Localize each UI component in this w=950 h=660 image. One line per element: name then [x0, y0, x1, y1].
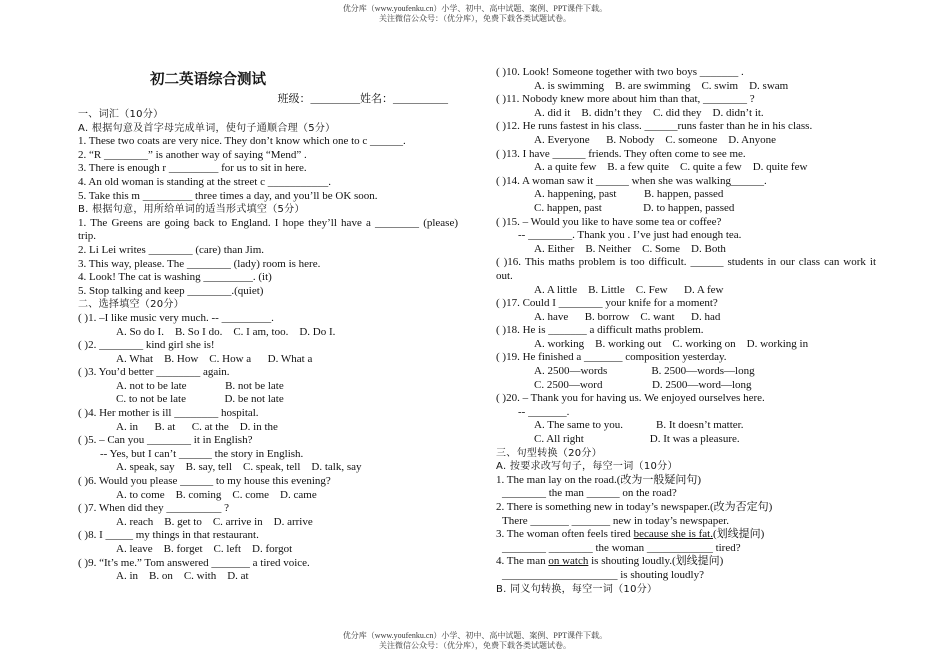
- text-line: [78, 434, 458, 448]
- text-line: [496, 120, 876, 134]
- text-line: [78, 570, 458, 584]
- text-line-content: ( )9. “It’s me.” Tom answered _______ a tired voice.: [78, 556, 310, 569]
- page-header: [0, 4, 950, 24]
- text-line-content: -- _______.: [518, 405, 570, 418]
- text-line: [496, 202, 876, 216]
- text-line-content: A. happening, past B. happen, passed: [534, 188, 724, 201]
- text-line: [496, 148, 876, 162]
- header-line-1: 优分库（www.youfenku.cn）小学、初中、高中试题、案例、PPT课件下载。: [342, 4, 608, 13]
- text-line: [496, 460, 876, 474]
- text-line: [78, 516, 458, 530]
- text-line-content: 一、词汇（10分）: [78, 109, 164, 120]
- right-column-body: [496, 66, 876, 596]
- text-line: [496, 256, 876, 283]
- text-line: [78, 258, 458, 272]
- page-title: 初二英语综合测试: [150, 72, 266, 88]
- text-line: [78, 190, 458, 204]
- text-line-content: ( )7. When did they __________ ?: [78, 502, 230, 515]
- text-line-content: ( )17. Could I ________ your knife for a moment?: [496, 297, 718, 310]
- text-line: [496, 324, 876, 338]
- text-line-content: 3. This way, please. The ________ (lady) room is here.: [78, 257, 321, 270]
- text-line-content: A. 根据句意及首字母完成单词，使句子通顺合理（5分）: [78, 122, 336, 134]
- text-line: [496, 229, 876, 243]
- text-line-content: 3. There is enough r _________ for us to sit in here.: [78, 162, 307, 175]
- text-line-content: ( )3. You’d better ________ again.: [78, 366, 230, 379]
- text-line-content: A. leave B. forget C. left D. forgot: [116, 543, 293, 555]
- text-line: [78, 176, 458, 190]
- text-line-content: A. reach B. get to C. arrive in D. arrive: [116, 515, 313, 528]
- text-line: [78, 448, 458, 462]
- text-line: [78, 407, 458, 421]
- text-line-content: A. The same to you. B. It doesn’t matter.: [534, 419, 744, 432]
- text-line-content: 4. The man: [496, 555, 549, 568]
- text-line-content: ( )6. Would you please ______ to my house this evening?: [78, 475, 331, 488]
- text-line: [496, 447, 876, 461]
- text-line-content: A. not to be late B. not be late: [116, 379, 284, 392]
- text-line: [78, 135, 458, 149]
- footer-line-1: 优分库（www.youfenku.cn）小学、初中、高中试题、案例、PPT课件下载。: [342, 631, 608, 640]
- text-line: [496, 216, 876, 230]
- text-line-content: ( )14. A woman saw it ______ when she was walking______.: [496, 174, 767, 187]
- text-line: [78, 489, 458, 503]
- text-line: [78, 543, 458, 557]
- text-line-content: 4. An old woman is standing at the street c ___________.: [78, 175, 331, 188]
- text-line: [78, 312, 458, 326]
- text-line-content: -- ________. Thank you . I’ve just had enough tea.: [518, 229, 742, 242]
- text-line: [78, 421, 458, 435]
- text-line: [78, 353, 458, 367]
- text-line: [496, 569, 876, 583]
- text-line: [496, 515, 876, 529]
- text-line-content: 2. Li Lei writes ________ (care) than Jim.: [78, 243, 265, 256]
- text-line: [496, 419, 876, 433]
- text-line: [496, 107, 876, 121]
- text-line-suffix: (划线提问): [712, 528, 765, 541]
- text-line: [496, 80, 876, 94]
- text-line-content: A. in B. at C. at the D. in the: [116, 420, 278, 433]
- text-line: [496, 311, 876, 325]
- text-line: [496, 379, 876, 393]
- text-line: [78, 271, 458, 285]
- text-line-content: ________ the man ______ on the road?: [502, 487, 677, 500]
- text-line: [78, 162, 458, 176]
- text-line-content: 2. “R ________” is another way of saying “Mend” .: [78, 148, 307, 161]
- page-footer: [0, 631, 950, 651]
- text-line-content: 5. Take this m _________ three times a day, and you’ll be OK soon.: [78, 189, 378, 202]
- text-line-content: 三、句型转换（20分）: [496, 447, 603, 459]
- left-column: [78, 66, 458, 584]
- text-line-content: 1. The man lay on the road.(改为一般疑问句): [496, 473, 702, 486]
- text-line-content: -- Yes, but I can’t ______ the story in English.: [100, 447, 304, 460]
- text-line-content: ( )5. – Can you ________ it in English?: [78, 434, 253, 447]
- text-line: [496, 134, 876, 148]
- text-line-content: ( )11. Nobody knew more about him than that, ________ ?: [496, 93, 755, 106]
- text-line-content: ( )20. – Thank you for having us. We enjoyed ourselves here.: [496, 392, 765, 405]
- text-line-content: C. 2500—word D. 2500—word—long: [534, 378, 752, 391]
- text-line-content: A. So do I. B. So I do. C. I am, too. D. Do I.: [116, 325, 336, 338]
- text-line: [496, 351, 876, 365]
- text-line: [496, 284, 876, 298]
- text-line: [78, 475, 458, 489]
- text-line: [496, 175, 876, 189]
- text-line: [78, 461, 458, 475]
- text-line: [496, 487, 876, 501]
- text-line-suffix: is shouting loudly.(划线提问): [588, 555, 724, 568]
- text-line: [78, 217, 458, 244]
- text-line: [496, 66, 876, 80]
- text-line-content: A. a quite few B. a few quite C. quite a few D. quite few: [534, 161, 808, 174]
- text-line-content: ________ ________ the woman ____________ tired?: [502, 541, 741, 554]
- text-line-content: A. did it B. didn’t they C. did they D. didn’t it.: [534, 106, 764, 119]
- text-line: [496, 528, 876, 542]
- text-line: [496, 555, 876, 569]
- footer-line-2: 关注微信公众号：（优分库），免费下载各类试题试卷。: [379, 641, 571, 650]
- text-line: [496, 501, 876, 515]
- text-line: [78, 557, 458, 571]
- text-line-content: C. All right D. It was a pleasure.: [534, 433, 740, 446]
- text-line-content: ( )19. He finished a _______ composition yesterday.: [496, 351, 727, 364]
- text-line: [78, 244, 458, 258]
- class-name-line: 班级：_________姓名：__________: [277, 93, 448, 105]
- text-line: [496, 338, 876, 352]
- text-line: [496, 297, 876, 311]
- underlined-text: on watch: [548, 555, 589, 568]
- text-line-content: ( )4. Her mother is ill ________ hospital.: [78, 407, 259, 420]
- text-line: [78, 108, 458, 122]
- text-line-content: There _______ _______ new in today’s newspaper.: [502, 514, 729, 527]
- text-line-content: 5. Stop talking and keep ________.(quiet): [78, 284, 264, 297]
- text-line: [496, 161, 876, 175]
- text-line: [496, 188, 876, 202]
- text-line: [496, 583, 876, 597]
- text-line-content: C. happen, past D. to happen, passed: [534, 201, 735, 214]
- text-line: [78, 285, 458, 299]
- header-line-2: 关注微信公众号：（优分库），免费下载各类试题试卷。: [379, 14, 571, 23]
- text-line-content: 4. Look! The cat is washing _________. (it): [78, 271, 272, 284]
- text-line-content: 1. These two coats are very nice. They don’t know which one to c ______.: [78, 135, 406, 148]
- text-line-content: 1. The Greens are going back to England. I hope they’ll have a ________ (please) trip.: [78, 216, 458, 243]
- text-line-content: A. A little B. Little C. Few D. A few: [534, 283, 724, 296]
- text-line-content: A. Everyone B. Nobody C. someone D. Anyone: [534, 133, 776, 146]
- text-line-content: A. to come B. coming C. come D. came: [116, 488, 317, 501]
- text-line-content: B. 同义句转换，每空一词（10分）: [496, 583, 658, 595]
- text-line-content: C. to not be late D. be not late: [116, 393, 284, 406]
- text-line: [496, 474, 876, 488]
- text-line-content: A. is swimming B. are swimming C. swim D. swam: [534, 79, 789, 92]
- text-line-content: A. working B. working out C. working on D. working in: [534, 337, 809, 350]
- text-line-content: ( )12. He runs fastest in his class. ______runs faster than he in his class.: [496, 120, 813, 133]
- text-line-content: ( )13. I have ______ friends. They often come to see me.: [496, 147, 746, 160]
- left-column-body: [78, 108, 458, 584]
- text-line: [78, 149, 458, 163]
- right-column: [496, 66, 876, 596]
- text-line-content: ( )1. –I like music very much. -- _________.: [78, 311, 274, 324]
- text-line-content: 3. The woman often feels tired: [496, 528, 634, 541]
- text-line: [78, 122, 458, 136]
- text-line-content: 2. There is something new in today’s newspaper.(改为否定句): [496, 501, 773, 513]
- text-line-content: ( )15. – Would you like to have some tea or coffee?: [496, 215, 722, 228]
- text-line: [496, 93, 876, 107]
- text-line: [496, 365, 876, 379]
- text-line-content: A. have B. borrow C. want D. had: [534, 310, 721, 323]
- text-line-content: A. speak, say B. say, tell C. speak, tell D. talk, say: [116, 461, 362, 474]
- text-line: [78, 326, 458, 340]
- text-line: [78, 298, 458, 312]
- text-line-content: 二、选择填空（20分）: [78, 299, 185, 311]
- text-line: [496, 433, 876, 447]
- text-line-content: ( )8. I _____ my things in that restaurant.: [78, 529, 259, 542]
- text-line: [78, 393, 458, 407]
- text-line: [78, 529, 458, 543]
- text-line-content: ( )2. ________ kind girl she is!: [78, 339, 215, 352]
- text-line-content: ( )10. Look! Someone together with two boys _______ .: [496, 66, 744, 78]
- text-line-content: A. 按要求改写句子，每空一词（10分）: [496, 461, 678, 473]
- underlined-text: because she is fat.: [633, 528, 713, 541]
- text-line: [496, 392, 876, 406]
- text-line-content: ( )16. This maths problem is too difficult. ______ students in our class can work it out.: [496, 256, 876, 282]
- text-line-content: B. 根据句意，用所给单词的适当形式填空（5分）: [78, 204, 305, 216]
- text-line-content: A. in B. on C. with D. at: [116, 570, 249, 583]
- text-line: [78, 366, 458, 380]
- text-line: [78, 203, 458, 217]
- text-line: [496, 243, 876, 257]
- text-line: [496, 542, 876, 556]
- text-line: [496, 406, 876, 420]
- text-line-content: A. Either B. Neither C. Some D. Both: [534, 242, 726, 255]
- text-line: [78, 502, 458, 516]
- text-line: [78, 339, 458, 353]
- text-line-content: ( )18. He is _______ a difficult maths problem.: [496, 324, 704, 337]
- text-line-content: A. What B. How C. How a D. What a: [116, 352, 313, 365]
- text-line-content: A. 2500—words B. 2500—words—long: [534, 365, 755, 378]
- text-line: [78, 380, 458, 394]
- text-line-content: _____________________ is shouting loudly?: [502, 568, 704, 581]
